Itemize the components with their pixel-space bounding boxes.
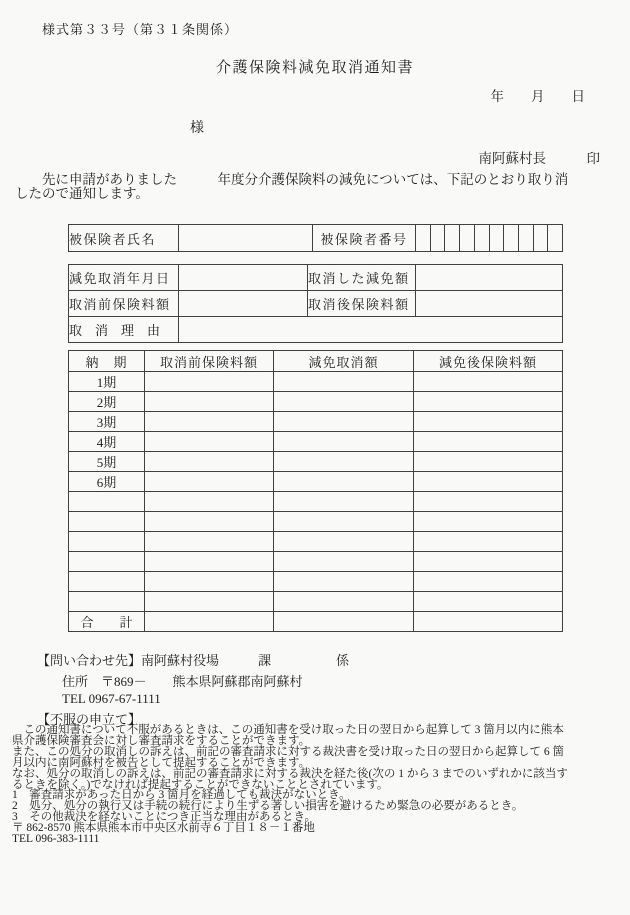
installment-after <box>414 552 563 572</box>
cancel-reason-row <box>69 317 563 343</box>
installment-period: 3期 <box>69 412 145 432</box>
installment-after <box>414 392 563 412</box>
installment-table-body <box>69 372 563 632</box>
cancel-reason-value <box>179 317 563 343</box>
installment-row <box>69 432 563 452</box>
installment-cancel <box>274 532 414 552</box>
installment-period <box>69 552 145 572</box>
total-label: 合 計 <box>69 612 145 632</box>
installment-period <box>69 512 145 532</box>
insured-row <box>69 225 563 252</box>
header-premium-before: 取消前保険料額 <box>145 351 274 372</box>
insured-name-label: 被保険者氏名 <box>69 225 179 252</box>
appeal-line: また、この処分の取消しの訴えは、前記の審査請求に対する裁決書を受け取った日の翌日から起算して 6 箇 <box>12 745 564 758</box>
installment-before <box>145 412 274 432</box>
appeal-line: 2 処分、処分の執行又は手続の続行により生ずる著しい損害を避けるため緊急の必要があるとき。 <box>12 800 524 813</box>
page-title: 介護保険料減免取消通知書 <box>215 60 414 76</box>
appeal-line: 1 審査請求があった日から 3 箇月を経過しても裁決がないとき。 <box>12 789 351 802</box>
appeal-line: るときを除く。)でなければ提起することができないこととされています。 <box>12 778 389 791</box>
digit-box <box>533 225 548 251</box>
digit-box <box>459 225 474 251</box>
installment-total-row <box>69 612 563 632</box>
installment-row <box>69 552 563 572</box>
cancel-row <box>69 291 563 317</box>
installment-header-row <box>69 351 563 372</box>
appeal-line: なお、処分の取消しの訴えは、前記の審査請求に対する裁決を経た後(次の 1 から 3 までのいずれかに該当す <box>12 767 568 780</box>
appeal-line: この通知書について不服があるときは、この通知書を受け取った日の翌日から起算して 3 箇月以内に熊本 <box>12 724 564 736</box>
appeal-line: 〒 862-8570 熊本県熊本市中央区水前寺６丁目１８－１番地 <box>12 822 315 835</box>
installment-cancel <box>274 472 414 492</box>
header-premium-after: 減免後保険料額 <box>414 351 563 372</box>
header-cancelled-amount: 減免取消額 <box>274 351 414 372</box>
intro-paragraph <box>15 173 568 201</box>
installment-row <box>69 412 563 432</box>
total-after <box>414 612 563 632</box>
installment-after <box>414 452 563 472</box>
cancel-date-label: 減免取消年月日 <box>69 265 179 291</box>
installment-row <box>69 392 563 412</box>
installment-after <box>414 592 563 612</box>
installment-before <box>145 552 274 572</box>
installment-before <box>145 392 274 412</box>
premium-after-value <box>416 291 563 317</box>
insured-table <box>68 224 563 252</box>
installment-period <box>69 592 145 612</box>
installment-before <box>145 472 274 492</box>
installment-before <box>145 532 274 552</box>
digit-box <box>474 225 489 251</box>
installment-row <box>69 492 563 512</box>
total-before <box>145 612 274 632</box>
installment-period: 5期 <box>69 452 145 472</box>
installment-period <box>69 572 145 592</box>
appeal-line: 3 その他裁決を経ないことにつき正当な理由があるとき。 <box>12 811 317 824</box>
digit-box <box>503 225 518 251</box>
installment-after <box>414 512 563 532</box>
installment-before <box>145 432 274 452</box>
installment-period: 2期 <box>69 392 145 412</box>
installment-after <box>414 492 563 512</box>
installment-before <box>145 592 274 612</box>
appeal-paragraph <box>12 725 568 845</box>
insured-number-label: 被保険者番号 <box>313 225 416 252</box>
installment-after <box>414 412 563 432</box>
contact-tel: TEL 0967-67-1111 <box>62 691 161 706</box>
digit-box <box>430 225 445 251</box>
appeal-line: TEL 096-383-1111 <box>12 833 100 846</box>
insured-name-value <box>179 225 313 252</box>
installment-period: 4期 <box>69 432 145 452</box>
installment-period <box>69 492 145 512</box>
digit-box <box>547 225 562 251</box>
premium-before-label: 取消前保険料額 <box>69 291 179 317</box>
cancelled-amount-value <box>416 265 563 291</box>
installment-cancel <box>274 392 414 412</box>
contact-heading: 【問い合わせ先】南阿蘇村役場 課 係 <box>37 653 350 668</box>
installment-row <box>69 512 563 532</box>
addressee-suffix: 様 <box>190 121 204 136</box>
installment-cancel <box>274 372 414 392</box>
installment-cancel <box>274 552 414 572</box>
digit-box-row <box>416 225 562 251</box>
insured-number-boxes <box>416 225 563 252</box>
installment-cancel <box>274 492 414 512</box>
appeal-line: 月以内に南阿蘇村を被告として提起することができます。 <box>12 756 311 769</box>
installment-after <box>414 472 563 492</box>
installment-cancel <box>274 432 414 452</box>
installment-row <box>69 532 563 552</box>
installment-row <box>69 592 563 612</box>
cancel-table <box>68 264 563 343</box>
issuer-line: 南阿蘇村長 印 <box>478 151 600 166</box>
installment-after <box>414 432 563 452</box>
cancel-reason-label: 取 消 理 由 <box>69 317 179 343</box>
installment-row <box>69 372 563 392</box>
installment-cancel <box>274 592 414 612</box>
installment-row <box>69 452 563 472</box>
digit-box <box>416 225 430 251</box>
installment-period <box>69 532 145 552</box>
premium-after-label: 取消後保険料額 <box>308 291 416 317</box>
intro-line: 先に申請がありました 年度分介護保険料の減免については、下記のとおり取り消 <box>15 172 569 187</box>
installment-before <box>145 572 274 592</box>
installment-after <box>414 532 563 552</box>
installment-before <box>145 512 274 532</box>
total-cancel <box>274 612 414 632</box>
digit-box <box>489 225 504 251</box>
installment-cancel <box>274 512 414 532</box>
installment-before <box>145 372 274 392</box>
installment-before <box>145 452 274 472</box>
header-period: 納 期 <box>69 351 145 372</box>
installment-cancel <box>274 452 414 472</box>
appeal-heading: 【不服の申立て】 <box>37 712 142 727</box>
digit-box <box>518 225 533 251</box>
cancelled-amount-label: 取消した減免額 <box>308 265 416 291</box>
installment-before <box>145 492 274 512</box>
issue-date: 年 月 日 <box>490 89 585 104</box>
installment-row <box>69 472 563 492</box>
cancel-date-value <box>179 265 308 291</box>
installment-row <box>69 572 563 592</box>
contact-address: 住所 〒869－ 熊本県阿蘇郡南阿蘇村 <box>62 674 303 689</box>
installment-after <box>414 372 563 392</box>
cancel-row <box>69 265 563 291</box>
installment-table <box>68 350 563 632</box>
premium-before-value <box>179 291 308 317</box>
form-number: 様式第３３号（第３１条関係） <box>42 22 239 37</box>
installment-cancel <box>274 572 414 592</box>
appeal-line: 県介護保険審査会に対し審査請求をすることができます。 <box>12 734 311 747</box>
digit-box <box>444 225 459 251</box>
intro-line: したので通知します。 <box>15 186 149 201</box>
installment-period: 6期 <box>69 472 145 492</box>
installment-cancel <box>274 412 414 432</box>
installment-period: 1期 <box>69 372 145 392</box>
installment-after <box>414 572 563 592</box>
